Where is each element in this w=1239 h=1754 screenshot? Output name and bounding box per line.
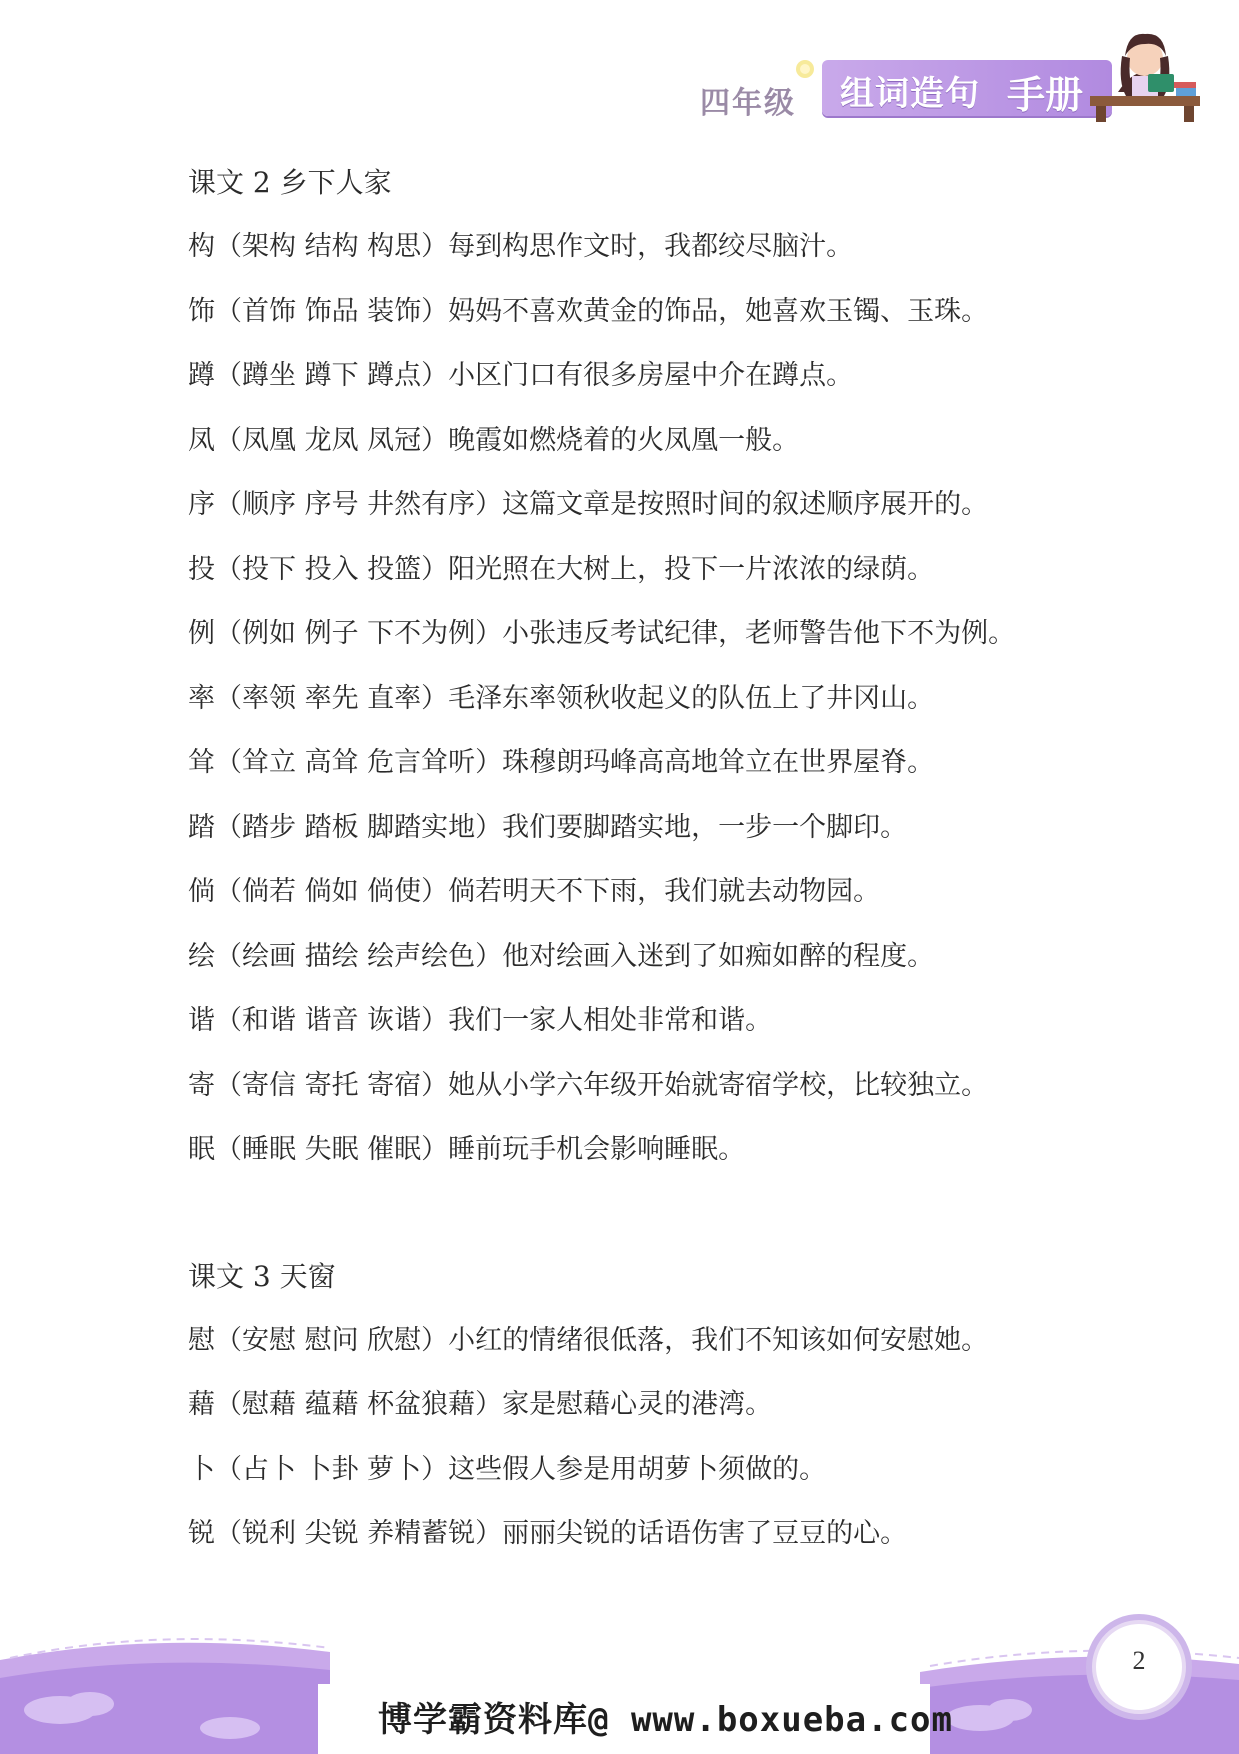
word-entry: 饰（首饰 饰品 装饰）妈妈不喜欢黄金的饰品，她喜欢玉镯、玉珠。 xyxy=(188,295,989,327)
watermark-text: 博学霸资料库@ www.boxueba.com xyxy=(378,1700,953,1740)
word-entry: 锐（锐利 尖锐 养精蓄锐）丽丽尖锐的话语伤害了豆豆的心。 xyxy=(188,1518,908,1549)
word-entry: 绘（绘画 描绘 绘声绘色）他对绘画入迷到了如痴如醉的程度。 xyxy=(188,940,935,972)
girl-reading-icon xyxy=(1090,22,1200,122)
word-entry: 例（例如 例子 下不为例）小张违反考试纪律，老师警告他下不为例。 xyxy=(188,618,1016,649)
word-entry: 慰（安慰 慰问 欣慰）小红的情绪很低落，我们不知该如何安慰她。 xyxy=(188,1324,989,1356)
word-entry: 率（率领 率先 直率）毛泽东率领秋收起义的队伍上了井冈山。 xyxy=(188,682,935,714)
grade-label: 四年级 xyxy=(700,86,796,121)
word-entry: 踏（踏步 踏板 脚踏实地）我们要脚踏实地，一步一个脚印。 xyxy=(188,811,908,843)
page-content xyxy=(188,160,1088,1576)
word-entry: 藉（慰藉 蕴藉 杯盆狼藉）家是慰藉心灵的港湾。 xyxy=(188,1389,773,1420)
word-entry: 序（顺序 序号 井然有序）这篇文章是按照时间的叙述顺序展开的。 xyxy=(188,489,989,520)
section-title: 课文 2 乡下人家 xyxy=(188,166,392,199)
section-lesson-3 xyxy=(188,1254,1088,1576)
section-gap xyxy=(188,1192,1088,1254)
word-entry: 眠（睡眠 失眠 催眠）睡前玩手机会影响睡眠。 xyxy=(188,1134,746,1165)
star-icon xyxy=(792,56,818,82)
word-entry: 蹲（蹲坐 蹲下 蹲点）小区门口有很多房屋中介在蹲点。 xyxy=(188,360,854,391)
word-entry: 卜（占卜 卜卦 萝卜）这些假人参是用胡萝卜须做的。 xyxy=(188,1453,827,1485)
banner-title: 组词造句 xyxy=(840,74,980,114)
page-number: 2 xyxy=(1132,1646,1146,1675)
section-lesson-2 xyxy=(188,160,1088,1192)
word-entry: 构（架构 结构 构思）每到构思作文时，我都绞尽脑汁。 xyxy=(188,231,854,262)
word-entry: 倘（倘若 倘如 倘使）倘若明天不下雨，我们就去动物园。 xyxy=(188,876,881,907)
word-entry: 耸（耸立 高耸 危言耸听）珠穆朗玛峰高高地耸立在世界屋脊。 xyxy=(188,747,935,778)
banner-subtitle: 手册 xyxy=(1007,73,1084,117)
word-entry: 凤（凤凰 龙凤 凤冠）晚霞如燃烧着的火凤凰一般。 xyxy=(188,424,800,456)
section-title: 课文 3 天窗 xyxy=(188,1259,336,1293)
word-entry: 投（投下 投入 投篮）阳光照在大树上，投下一片浓浓的绿荫。 xyxy=(188,553,935,585)
word-entry: 谐（和谐 谐音 诙谐）我们一家人相处非常和谐。 xyxy=(188,1005,773,1036)
title-banner xyxy=(822,60,1112,116)
word-entry: 寄（寄信 寄托 寄宿）她从小学六年级开始就寄宿学校，比较独立。 xyxy=(188,1069,989,1101)
page-number-badge xyxy=(1092,1620,1186,1714)
page-header xyxy=(0,0,1239,130)
